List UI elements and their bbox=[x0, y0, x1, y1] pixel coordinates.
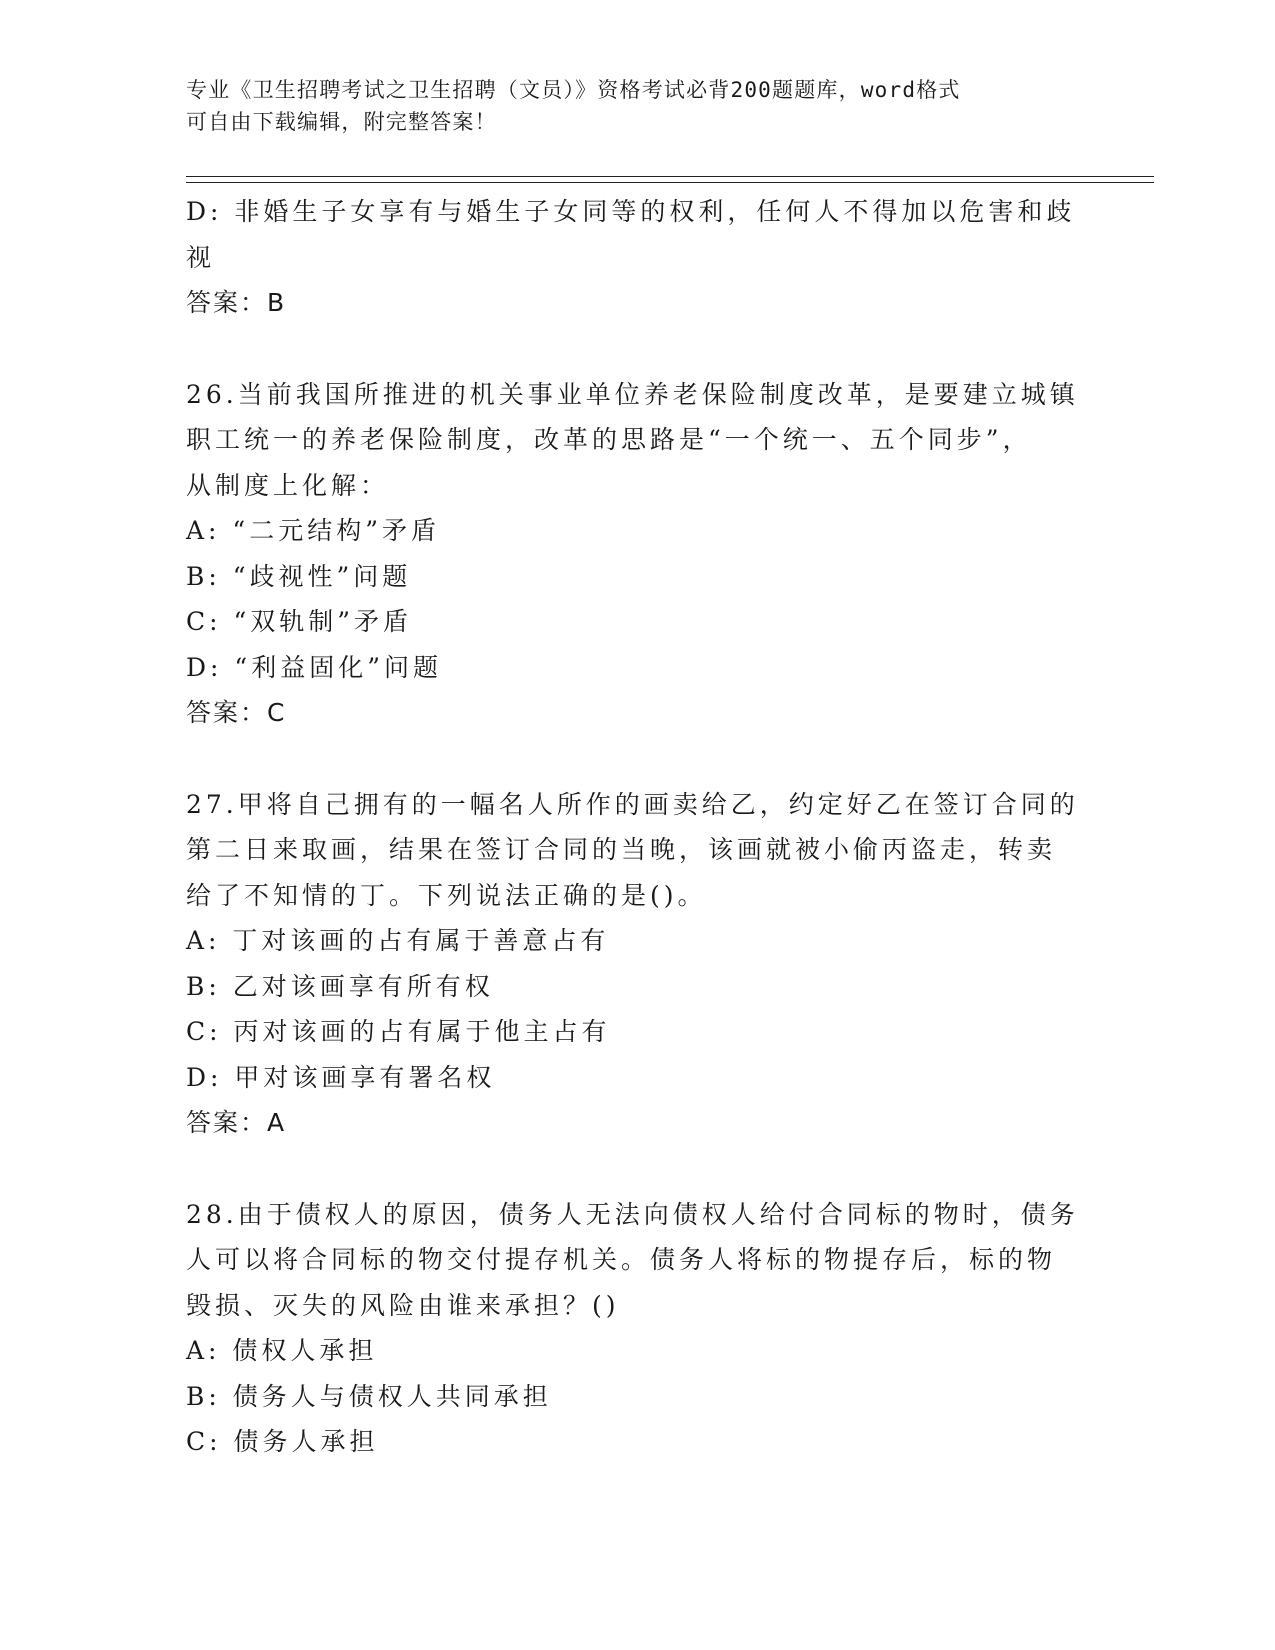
q28-option-a: A: 债权人承担 bbox=[186, 1336, 378, 1365]
q27-option-b: B: 乙对该画享有所有权 bbox=[186, 971, 494, 1001]
question-26 bbox=[186, 372, 1086, 736]
q26-stem-line-1: 26.当前我国所推进的机关事业单位养老保险制度改革，是要建立城镇 bbox=[186, 379, 1079, 409]
header-line-2: 可自由下载编辑，附完整答案！ bbox=[186, 110, 497, 134]
q27-stem-line-2: 第二日来取画，结果在签订合同的当晚，该画就被小偷丙盗走，转卖 bbox=[186, 835, 1057, 864]
document-body bbox=[186, 189, 1086, 1465]
q27-option-a: A: 丁对该画的占有属于善意占有 bbox=[186, 926, 610, 955]
q26-option-d: D: “利益固化”问题 bbox=[186, 652, 442, 682]
prev-option-d-line-1: D: 非婚生子女享有与婚生子女同等的权利，任何人不得加以危害和歧 bbox=[186, 197, 1076, 226]
question-28 bbox=[186, 1192, 1086, 1465]
page-header bbox=[186, 74, 1086, 138]
q28-option-b: B: 债务人与债权人共同承担 bbox=[186, 1381, 552, 1411]
question-27 bbox=[186, 782, 1086, 1146]
prev-answer: 答案：B bbox=[186, 288, 287, 317]
q26-option-b: B: “歧视性”问题 bbox=[186, 561, 412, 591]
q26-stem-line-2: 职工统一的养老保险制度，改革的思路是“一个统一、五个同步”， bbox=[186, 425, 1032, 454]
spacer bbox=[186, 326, 1086, 372]
q27-option-c: C: 丙对该画的占有属于他主占有 bbox=[186, 1017, 611, 1046]
q27-stem-line-3: 给了不知情的丁。下列说法正确的是()。 bbox=[186, 880, 707, 910]
q28-stem-line-2: 人可以将合同标的物交付提存机关。债务人将标的物提存后，标的物 bbox=[186, 1245, 1057, 1274]
q28-stem-line-1: 28.由于债权人的原因，债务人无法向债权人给付合同标的物时，债务 bbox=[186, 1199, 1079, 1229]
header-rule-top bbox=[186, 176, 1154, 177]
q26-option-c: C: “双轨制”矛盾 bbox=[186, 607, 413, 636]
header-rule-bottom bbox=[186, 182, 1154, 183]
q28-option-c: C: 债务人承担 bbox=[186, 1427, 379, 1456]
spacer bbox=[186, 1146, 1086, 1192]
q28-stem-line-3: 毁损、灭失的风险由谁来承担？() bbox=[186, 1290, 620, 1320]
prev-option-d-line-2: 视 bbox=[186, 242, 216, 272]
q27-answer: 答案：A bbox=[186, 1108, 287, 1137]
q26-stem-line-3: 从制度上化解： bbox=[186, 470, 390, 500]
q27-stem-line-1: 27.甲将自己拥有的一幅名人所作的画卖给乙，约定好乙在签订合同的 bbox=[186, 789, 1079, 819]
spacer bbox=[186, 736, 1086, 782]
q26-option-a: A: “二元结构”矛盾 bbox=[186, 516, 440, 545]
q26-answer: 答案：C bbox=[186, 698, 287, 727]
q27-option-d: D: 甲对该画享有署名权 bbox=[186, 1062, 496, 1092]
header-line-1: 专业《卫生招聘考试之卫生招聘（文员）》资格考试必背200题题库，word格式 bbox=[186, 78, 961, 102]
